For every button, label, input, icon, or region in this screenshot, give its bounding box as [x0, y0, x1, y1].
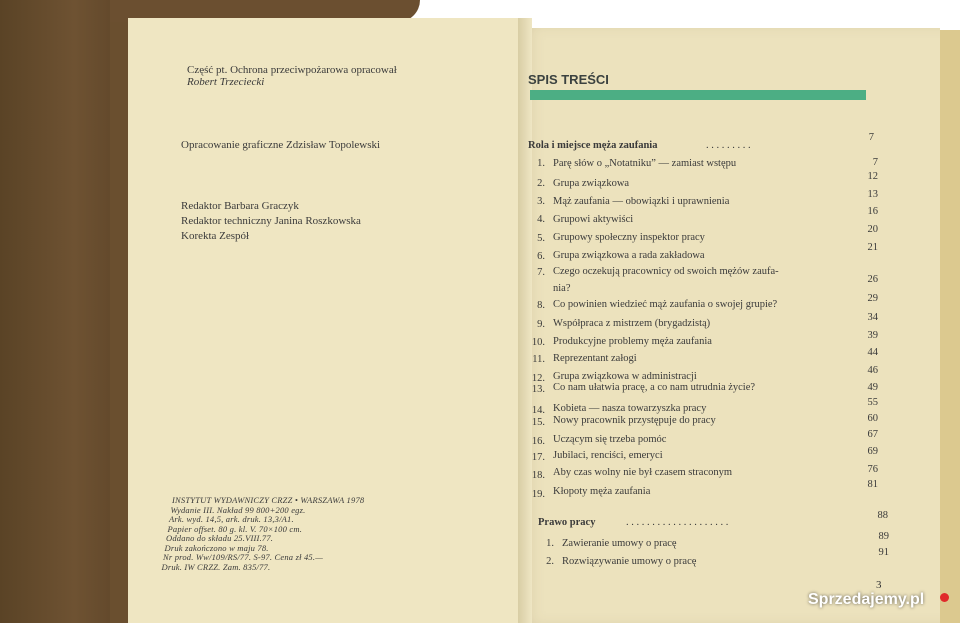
- toc-item-text: Co nam ułatwia pracę, a co nam utrudnia życie?: [553, 382, 756, 394]
- toc-item-text: Reprezentant załogi: [553, 352, 637, 364]
- credit-line: Część pt. Ochrona przeciwpożarowa opracował: [187, 64, 397, 76]
- toc-item-text: Grupa związkowa: [553, 177, 630, 189]
- toc-item-number: 14.: [531, 405, 545, 416]
- imprint-line: Papier offset. 80 g. kl. V. 70×100 cm.: [167, 523, 303, 534]
- toc-page-number: 88: [877, 510, 888, 521]
- section-heading: Rola i miejsce męża zaufania: [528, 140, 658, 151]
- imprint-line: Druk. IW CRZZ. Zam. 835/77.: [161, 561, 271, 572]
- section-heading: Prawo pracy: [538, 517, 596, 528]
- toc-page-number: 29: [867, 293, 878, 304]
- toc-item-text: Grupowy społeczny inspektor pracy: [553, 232, 705, 244]
- toc-page-number: 46: [867, 365, 878, 376]
- toc-page-number: 67: [867, 429, 878, 440]
- toc-item-text: Parę słów o „Notatniku” — zamiast wstępu: [553, 158, 737, 169]
- toc-page-number: 21: [867, 242, 878, 253]
- imprint-line: Wydanie III. Nakład 99 800+200 egz.: [170, 504, 306, 515]
- toc-page-number: 34: [867, 312, 878, 323]
- toc-item-number: 18.: [531, 470, 545, 481]
- toc-item-text: Nowy pracownik przystępuje do pracy: [553, 414, 716, 426]
- toc-item-text: Uczącym się trzeba pomóc: [553, 433, 667, 445]
- credit-line: Redaktor Barbara Graczyk: [181, 200, 299, 212]
- credit-line: Robert Trzeciecki: [187, 76, 265, 88]
- toc-item-number: 4.: [537, 214, 545, 225]
- toc-item-number: 10.: [531, 337, 545, 348]
- toc-item-number: 13.: [531, 384, 545, 395]
- toc-page-number: 39: [867, 330, 878, 341]
- imprint-line: Nr prod. Ww/109/RS/77. S-97. Cena zł 45.—: [163, 552, 323, 562]
- toc-page-number: 81: [867, 479, 878, 490]
- toc-item-text: Co powinien wiedzieć mąż zaufania o swojej grupie?: [553, 298, 778, 310]
- imprint-line: INSTYTUT WYDAWNICZY CRZZ • WARSZAWA 1978: [172, 495, 365, 505]
- toc-item-text: Grupowi aktywiści: [553, 213, 634, 225]
- toc-page-number: 69: [867, 446, 878, 457]
- credit-line: Redaktor techniczny Janina Roszkowska: [181, 215, 361, 227]
- toc-item-number: 16.: [531, 436, 545, 447]
- toc-item-number: 2.: [537, 178, 545, 189]
- imprint-line: Druk zakończono w maju 78.: [164, 542, 269, 553]
- title-accent-bar: [530, 90, 866, 100]
- watermark-dot: [940, 593, 949, 602]
- credit-line: Opracowanie graficzne Zdzisław Topolewski: [181, 139, 381, 151]
- toc-item-number: 19.: [531, 489, 545, 500]
- toc-page-number: 20: [867, 224, 878, 235]
- toc-page-number: 26: [867, 274, 878, 285]
- toc-leader-dots: . . . . . . . . . . . . . . . . . . . .: [626, 517, 729, 528]
- toc-title: SPIS TREŚCI: [528, 72, 609, 87]
- toc-page-number: 91: [878, 547, 889, 558]
- toc-item-text: Jubilaci, renciści, emeryci: [553, 449, 663, 461]
- toc-leader-dots: . . . . . . . . .: [706, 140, 751, 151]
- toc-item-text: Zawieranie umowy o pracę: [562, 538, 677, 549]
- toc-page-number: 12: [867, 171, 878, 182]
- toc-page-number: 16: [867, 206, 878, 217]
- toc-item-text: Produkcyjne problemy męża zaufania: [553, 335, 712, 347]
- toc-item-number: 11.: [532, 354, 545, 365]
- toc-item-number: 3.: [537, 196, 545, 207]
- toc-item-number: 7.: [537, 267, 545, 278]
- toc-item-text-cont: nia?: [553, 283, 571, 294]
- toc-item-number: 17.: [531, 452, 545, 463]
- toc-page-number: 7: [872, 157, 878, 168]
- toc-item-text: Kłopoty męża zaufania: [553, 486, 651, 498]
- imprint-line: Oddano do składu 25.VIII.77.: [166, 533, 274, 543]
- toc-item-text: Czego oczekują pracownicy od swoich mężów zaufa-: [553, 266, 779, 278]
- toc-item-text: Mąż zaufania — obowiązki i uprawnienia: [553, 195, 730, 207]
- toc-item-number: 2.: [546, 556, 554, 567]
- credit-line: Korekta Zespół: [181, 230, 250, 242]
- toc-page-number: 89: [878, 531, 889, 542]
- toc-item-number: 8.: [537, 300, 545, 311]
- toc-page-number: 60: [867, 413, 878, 424]
- toc-item-number: 6.: [537, 251, 545, 262]
- toc-item-number: 15.: [531, 417, 545, 428]
- toc-page-number: 76: [867, 464, 878, 475]
- toc-page-number: 49: [867, 382, 878, 393]
- watermark-logo: Sprzedajemy.pl: [808, 591, 925, 608]
- toc-item-text: Grupa związkowa a rada zakładowa: [553, 250, 705, 262]
- toc-item-text: Grupa związkowa w administracji: [553, 371, 697, 383]
- toc-page-number: 13: [867, 189, 878, 200]
- toc-item-text: Aby czas wolny nie był czasem straconym: [553, 467, 733, 479]
- toc-item-number: 1.: [537, 158, 545, 169]
- page-number: 3: [876, 579, 882, 591]
- toc-item-text: Kobieta — nasza towarzyszka pracy: [553, 403, 707, 415]
- imprint-line: Ark. wyd. 14,5, ark. druk. 13,3/A1.: [169, 514, 294, 524]
- toc-item-number: 1.: [546, 538, 554, 549]
- toc-item-number: 9.: [537, 319, 545, 330]
- toc-item-text: Współpraca z mistrzem (brygadzistą): [553, 317, 711, 329]
- toc-item-text: Rozwiązywanie umowy o pracę: [562, 556, 697, 567]
- toc-item-number: 5.: [537, 233, 545, 244]
- toc-page-number: 7: [868, 132, 874, 143]
- toc-page-number: 44: [867, 347, 878, 358]
- toc-item-number: 12.: [531, 373, 545, 384]
- toc-page-number: 55: [867, 397, 878, 408]
